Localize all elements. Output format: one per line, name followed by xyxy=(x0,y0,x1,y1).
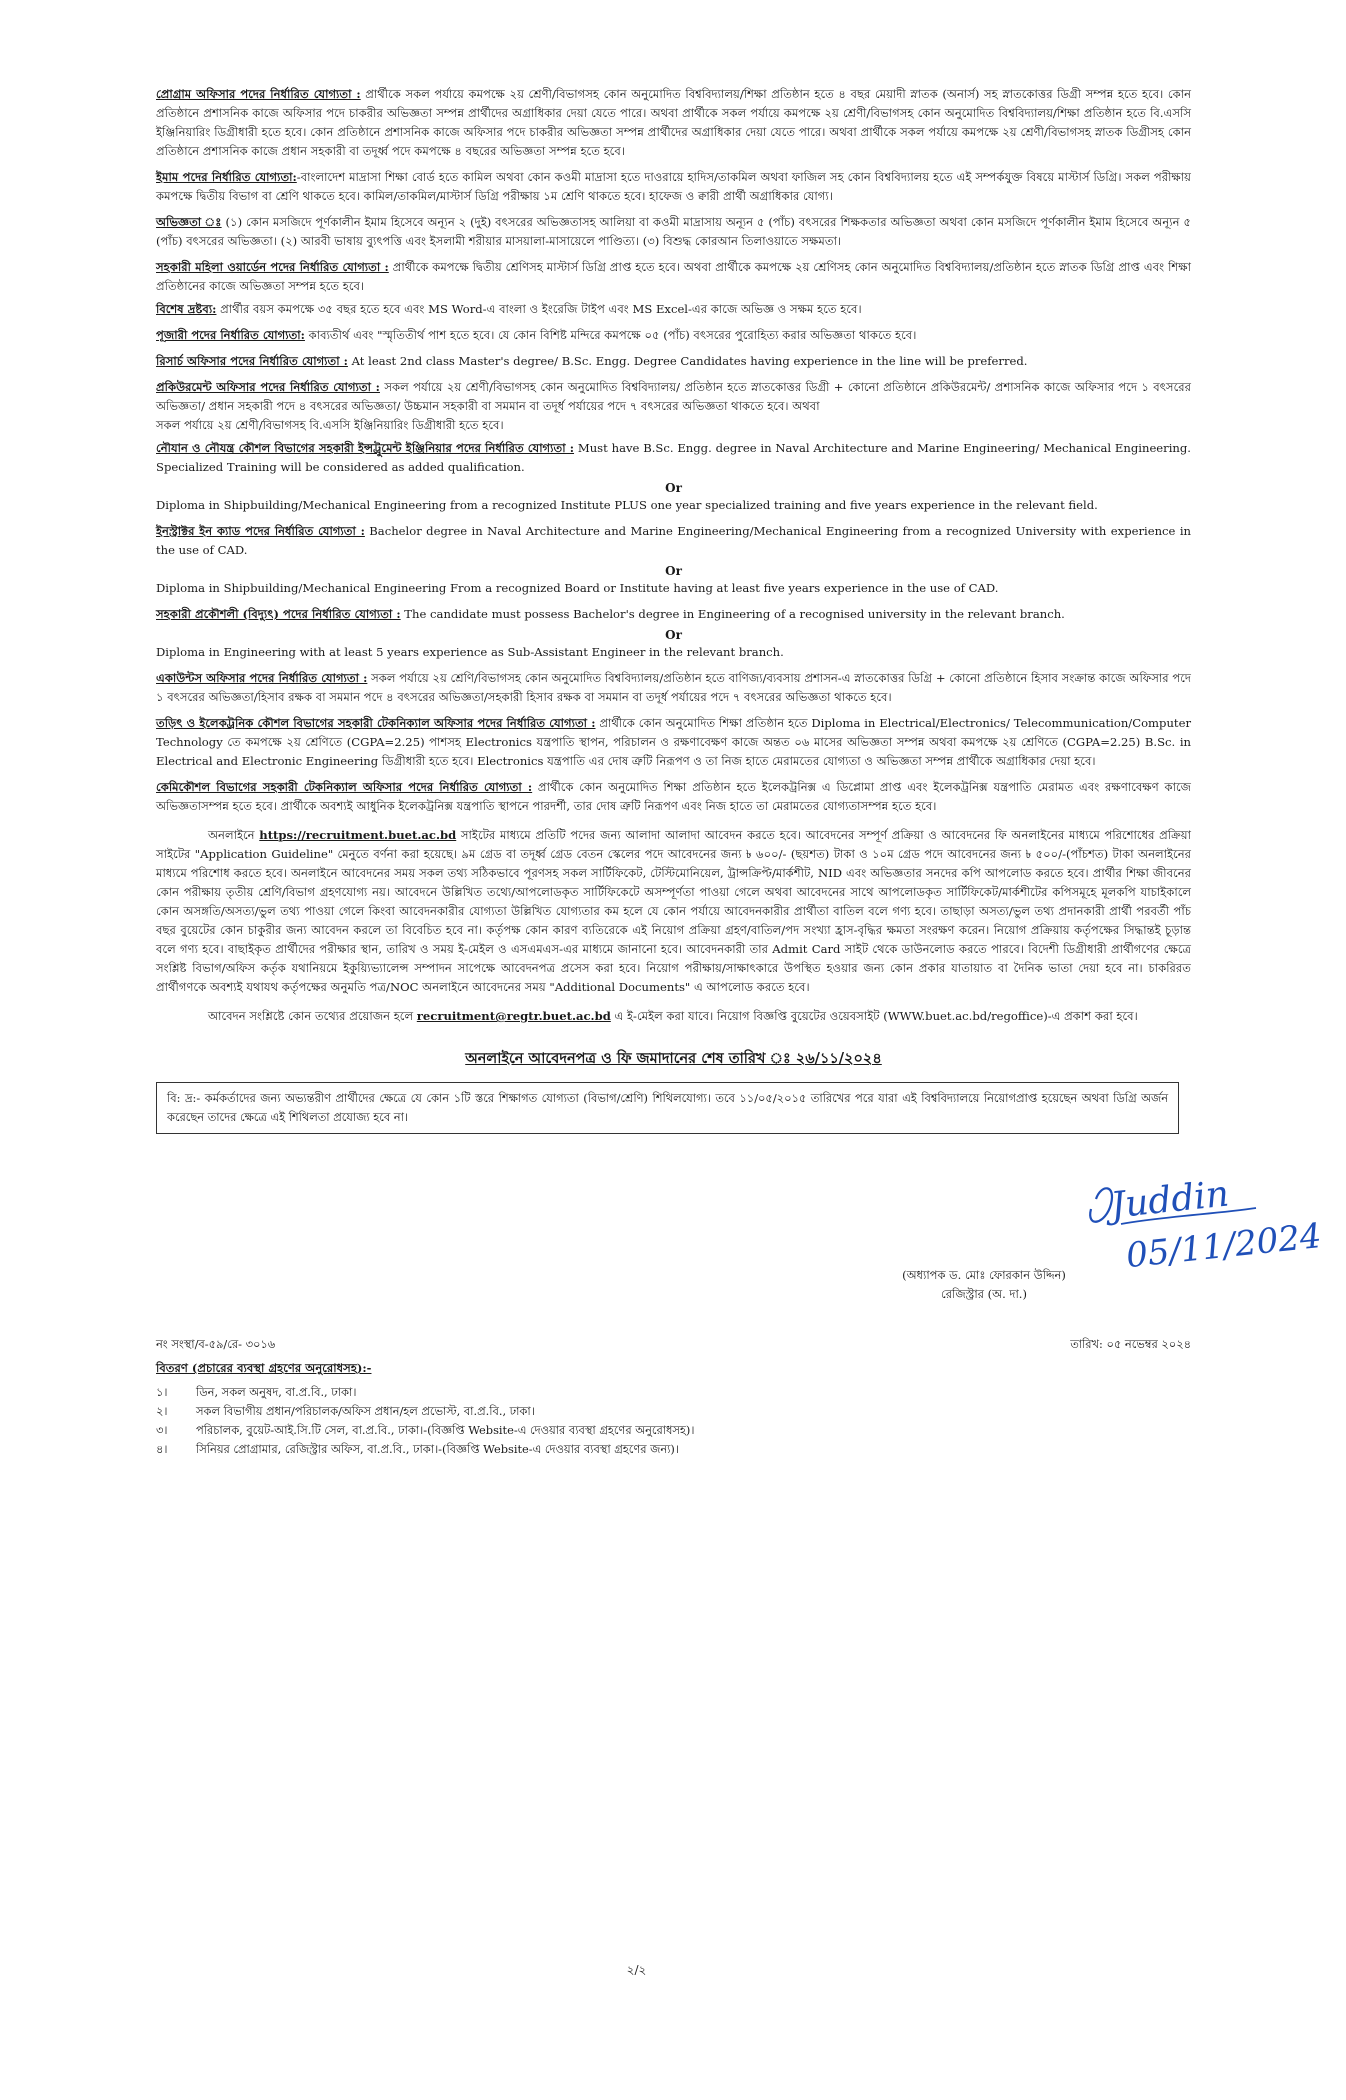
item-number: ৩। xyxy=(156,1423,168,1437)
item-text: ডিন, সকল অনুষদ, বা.প্র.বি., ঢাকা। xyxy=(196,1385,357,1399)
section-text: Bachelor degree in Naval Architecture and Marine Engineering/Mechanical Engineering from a recognized University with experience in the use of CAD. xyxy=(156,524,1191,557)
section-heading: বিশেষ দ্রষ্টব্য: xyxy=(156,302,217,316)
chemical-technical-officer-section xyxy=(156,778,1191,816)
distribution-title: বিতরণ (প্রচারের ব্যবস্থা গ্রহণের অনুরোধসহ):- xyxy=(156,1361,372,1375)
research-officer-section xyxy=(156,352,1191,371)
section-text: The candidate must possess Bachelor's degree in Engineering of a recognised university in the relevant branch. xyxy=(400,607,1065,621)
instrument-engineer-section xyxy=(156,439,1191,477)
section-heading: সহকারী প্রকৌশলী (বিদ্যুৎ) পদের নির্ধারিত যোগ্যতা : xyxy=(156,607,401,621)
notice-date: তারিখ: ০৫ নভেম্বর ২০২৪ xyxy=(1070,1337,1191,1351)
assistant-engineer-alt: Diploma in Engineering with at least 5 years experience as Sub-Assistant Engineer in the relevant branch. xyxy=(156,645,784,659)
list-item xyxy=(156,1440,1191,1459)
reference-row xyxy=(156,1336,1191,1358)
registrar-name-block xyxy=(864,1266,1104,1304)
section-heading: প্রোগ্রাম অফিসার পদের নির্ধারিত যোগ্যতা : xyxy=(156,87,361,101)
item-number: ২। xyxy=(156,1404,168,1418)
section-heading: কেমিকৌশল বিভাগের সহকারী টেকনিক্যাল অফিসার পদের নির্ধারিত যোগ্যতা : xyxy=(156,780,533,794)
section-text: সকল পর্যায়ে ২য় শ্রেণী/বিভাগসহ কোন অনুমোদিত বিশ্ববিদ্যালয়/ প্রতিষ্ঠান হতে স্নাতকোত্তর ডিগ্রী + কোনো প্রতিষ্ঠানে প্রকিউরমেন্ট/ প্রশাসনিক কাজে অফিসার পদে ১ বৎসরের অভিজ্ঞতা/ প্রধান সহকারী পদে ৪ বৎসরের অভিজ্ঞতা/ উচ্চমান সহকারী বা সমমান বা তদূর্ধ পর্যায়ের পদে ৭ বৎসরের অভিজ্ঞতা থাকতে হবে। অথবা xyxy=(156,380,1191,413)
or-separator: Or xyxy=(665,564,682,578)
paragraph-text: সাইটের মাধ্যমে প্রতিটি পদের জন্য আলাদা আলাদা আবেদন করতে হবে। আবেদনের সম্পূর্ণ প্রক্রিয়া ও আবেদনের ফি অনলাইনের মাধ্যমে পরিশোধের প্রক্রিয়া সাইটের "Application Guideline" মেনুতে বর্ণনা করা হয়েছে। ৯ম গ্রেড বা তদূর্ধ্ব গ্রেড বেতন স্কেলের পদে আবেদনের জন্য ৳ ৬০০/- (ছয়শত) টাকা ও ১০ম গ্রেড পদে আবেদনের জন্য ৳ ৫০০/-(পাঁচশত) টাকা অনলাইনের মাধ্যমে পরিশোধ করতে হবে। অনলাইনে আবেদনের সময় সকল তথ্য সঠিকভাবে পূরণসহ সকল সার্টিফিকেট, টেস্টিমোনিয়েল, ট্রান্সক্রিপ্ট/মার্কশীট, NID এবং অভিজ্ঞতার সনদের কপি আপলোড করতে হবে। প্রার্থীর শিক্ষা জীবনের কোন পরীক্ষায় তৃতীয় শ্রেণি/বিভাগ গ্রহণযোগ্য নয়। আবেদনে উল্লিখিত তথ্যে/আপলোডকৃত সার্টিফিকেটে অসম্পূর্ণতা পাওয়া গেলে অথবা আবেদনের সাথে আপলোডকৃত সার্টিফিকেট/মার্কশীটের কপিসমূহে মূলকপি যাচাইকালে কোন অসঙ্গতি/অসত্য/ভুল তথ্য পাওয়া গেলে কিংবা আবেদনকারীর যোগ্যতা উল্লিখিত যোগ্যতার কম হলে যে কোন পর্যায়ে আবেদনকারীর প্রার্থীতা বাতিল বলে গণ্য হবে। তাছাড়া অসত্য/ভুল তথ্য প্রদানকারী প্রার্থী পরবর্তী পাঁচ বছর বুয়েটের কোন চাকুরীর জন্য আবেদন করলে তা বিবেচিত হবে না। কর্তৃপক্ষ কোন কারণ ব্যতিরেকে এই নিয়োগ প্রক্রিয়া গ্রহণ/বাতিল/পদ সংখ্যা হ্রাস-বৃদ্ধির ক্ষমতা সংরক্ষণ করেন। নিয়োগ প্রক্রিয়ায় কর্তৃপক্ষের সিদ্ধান্তই চূড়ান্ত বলে গণ্য হবে। বাছাইকৃত প্রার্থীদের পরীক্ষার স্থান, তারিখ ও সময় ই-মেইল ও এসএমএস-এর মাধ্যমে জানানো হবে। আবেদনকারী তার Admit Card সাইট থেকে ডাউনলোড করতে পারবে। বিদেশী ডিগ্রীধারী প্রার্থীগণের ক্ষেত্রে সংশ্লিষ্ট বিভাগ/অফিস কর্তৃক যথানিয়মে ইকুয়্যিভ্যালেন্স সম্পাদন সাপেক্ষে আবেদনপত্র প্রসেস করা হবে। নিয়োগ পরীক্ষায়/সাক্ষাৎকারে উপস্থিত হওয়ার জন্য কোন প্রকার যাতায়াত বা দৈনিক ভাতা দেয়া হবে না। চাকরিরত প্রার্থীগণকে অবশ্যই যথাযথ কর্তৃপক্ষের অনুমতি পত্র/NOC অনলাইনে আবেদনের সময় "Additional Documents" এ আপলোড করতে হবে। xyxy=(156,828,1191,994)
signature-block xyxy=(156,1134,1324,1324)
section-text: প্রার্থীর বয়স কমপক্ষে ৩৫ বছর হতে হবে এবং MS Word-এ বাংলা ও ইংরেজি টাইপ এবং MS Excel-এর কাজে অভিজ্ঞ ও সক্ষম হতে হবে। xyxy=(216,302,862,316)
eee-technical-officer-section xyxy=(156,714,1191,771)
female-warden-section xyxy=(156,258,1191,296)
accounts-officer-section xyxy=(156,669,1191,707)
item-number: ৪। xyxy=(156,1442,168,1456)
section-text: কাব্যতীর্থ এবং "স্মৃতিতীর্থ পাশ হতে হবে। যে কোন বিশিষ্ট মন্দিরে কমপক্ষে ০৫ (পাঁচ) বৎসরের পুরোহিত্য করার অভিজ্ঞতা থাকতে হবে। xyxy=(304,328,917,342)
contact-email-paragraph xyxy=(156,1007,1191,1026)
reference-number: নং সংস্থা/ব-৫৯/রে- ৩০১৬ xyxy=(156,1337,276,1351)
item-text: সিনিয়র প্রোগ্রামার, রেজিস্ট্রার অফিস, বা.প্র.বি., ঢাকা।-(বিজ্ঞপ্তি Website-এ দেওয়ার ব্যবস্থা গ্রহণের জন্য)। xyxy=(196,1442,679,1456)
section-heading: রিসার্চ অফিসার পদের নির্ধারিত যোগ্যতা : xyxy=(156,354,348,368)
imam-section xyxy=(156,168,1191,206)
procurement-officer-section xyxy=(156,378,1191,435)
list-item xyxy=(156,1402,1191,1421)
program-officer-section xyxy=(156,85,1191,161)
section-text: -বাংলাদেশ মাদ্রাসা শিক্ষা বোর্ড হতে কামিল অথবা কোন কওমী মাদ্রাসা হতে দাওরায়ে হাদিস/তাকমিল অথবা ফাজিল সহ কোন বিশ্ববিদ্যালয় হতে এই সম্পর্কযুক্ত বিষয়ে মাস্টার্স ডিগ্রি। সকল পরীক্ষায় কমপক্ষে দ্বিতীয় বিভাগ বা শ্রেণি থাকতে হবে। কামিল/তাকমিল/মাস্টার্স ডিগ্রি পরীক্ষায় ১ম শ্রেণি থাকতে হবে। হাফেজ ও ক্বারী প্রার্থী অগ্রাধিকার যোগ্য। xyxy=(156,170,1191,203)
recruitment-site-link[interactable]: https://recruitment.buet.ac.bd xyxy=(259,828,457,842)
list-item xyxy=(156,1421,1191,1440)
section-text-alt: সকল পর্যায়ে ২য় শ্রেণী/বিভাগসহ বি.এসসি ইঞ্জিনিয়ারিং ডিগ্রীধারী হতে হবে। xyxy=(156,418,504,432)
special-note-section xyxy=(156,300,1191,319)
signature-scrawl: Juddin xyxy=(1108,1173,1231,1227)
section-heading: অভিজ্ঞতা ঃ xyxy=(156,215,222,229)
section-text: প্রার্থীকে কোন অনুমোদিত শিক্ষা প্রতিষ্ঠান হতে ইলেকট্রনিক্স এ ডিপ্লোমা প্রাপ্ত এবং ইলেকট্রনিক্স যন্ত্রপাতি মেরামত এবং রক্ষণাবেক্ষণ কাজে অভিজ্ঞতাসম্পন্ন হতে হবে। প্রার্থীকে অবশ্যই আধুনিক ইলেকট্রনিক্স যন্ত্রপাতি স্থাপনে পারদর্শী, তার দোষ ত্রুটি নিরূপণ এবং নিজ হাতে তা মেরামতের যোগ্যতাসম্পন্ন হতে হবে। xyxy=(156,780,1191,813)
section-text: Must have B.Sc. Engg. degree in Naval Architecture and Marine Engineering/ Mechanical Engineering. Specialized Training will be considered as added qualification. xyxy=(156,441,1191,474)
section-text: প্রার্থীকে কমপক্ষে দ্বিতীয় শ্রেণিসহ মাস্টার্স ডিগ্রি প্রাপ্ত হতে হবে। অথবা প্রার্থীকে কমপক্ষে ২য় শ্রেণিসহ কোন অনুমোদিত বিশ্ববিদ্যালয়/প্রতিষ্ঠান হতে স্নাতক ডিগ্রি প্রাপ্ত এবং শিক্ষা প্রতিষ্ঠানের কাজে অভিজ্ঞতা সম্পন্ন হতে হবে। xyxy=(156,260,1191,293)
section-text: সকল পর্যায়ে ২য় শ্রেণি/বিভাগসহ কোন অনুমোদিত বিশ্ববিদ্যালয়/প্রতিষ্ঠান হতে বাণিজ্য/ব্যবসায় প্রশাসন-এ স্নাতকোত্তর ডিগ্রি + কোনো প্রতিষ্ঠানে হিসাব সংক্রান্ত কাজে অফিসার পদে ১ বৎসরের অভিজ্ঞতা/হিসাব রক্ষক বা সমমান পদে ৪ বৎসরের অভিজ্ঞতা/সহকারী হিসাব রক্ষক বা সমমান বা তদূর্ধ পর্যায়ের পদে ৭ বৎসরের অভিজ্ঞতা থাকতে হবে। xyxy=(156,671,1191,704)
section-heading: পূজারী পদের নির্ধারিত যোগ্যতা: xyxy=(156,328,305,342)
registrar-title: রেজিস্ট্রার (অ. দা.) xyxy=(941,1287,1027,1301)
section-text: প্রার্থীকে সকল পর্যায়ে কমপক্ষে ২য় শ্রেণী/বিভাগসহ কোন অনুমোদিত বিশ্ববিদ্যালয়/শিক্ষা প্রতিষ্ঠান হতে ৪ বছর মেয়াদী স্নাতক (অনার্স) সহ স্নাতকোত্তর ডিগ্রী সম্পন্ন হতে হবে। কোন প্রতিষ্ঠানে প্রশাসনিক কাজে অফিসার পদে চাকরীর অভিজ্ঞতা সম্পন্ন প্রার্থীদের অগ্রাধিকার দেয়া যেতে পারে। অথবা প্রার্থীকে সকল পর্যায়ে কমপক্ষে ২য় শ্রেণী/বিভাগসহ কোন অনুমোদিত বিশ্ববিদ্যালয়/শিক্ষা প্রতিষ্ঠান হতে বি.এসসি ইঞ্জিনিয়ারিং ডিগ্রীধারী হতে হবে। কোন প্রতিষ্ঠানে প্রশাসনিক কাজে অফিসার পদে চাকরীর অভিজ্ঞতা সম্পন্ন প্রার্থীদের অগ্রাধিকার দেয়া যেতে পারে। অথবা প্রার্থীকে সকল পর্যায়ে কমপক্ষে ২য় শ্রেণী/বিভাগসহ স্নাতক ডিগ্রীসহ কোন প্রতিষ্ঠানে প্রশাসনিক কাজে প্রধান সহকারী বা তদূর্ধ্ব পদে কমপক্ষে ৪ বছরের অভিজ্ঞতা সম্পন্ন হতে হবে। xyxy=(156,87,1192,158)
section-heading: একাউন্টস অফিসার পদের নির্ধারিত যোগ্যতা : xyxy=(156,671,368,685)
experience-section xyxy=(156,213,1191,251)
item-text: পরিচালক, বুয়েট-আই.সি.টি সেল, বা.প্র.বি., ঢাকা।-(বিজ্ঞপ্তি Website-এ দেওয়ার ব্যবস্থা গ্রহণের অনুরোধসহ)। xyxy=(196,1423,695,1437)
item-text: সকল বিভাগীয় প্রধান/পরিচালক/অফিস প্রধান/হল প্রভোস্ট, বা.প্র.বি., ঢাকা। xyxy=(196,1404,535,1418)
relaxation-note-box: বি: দ্র:- কর্মকর্তাদের জন্য অভ্যন্তরীণ প্রার্থীদের ক্ষেত্রে যে কোন ১টি স্তরে শিক্ষাগত যোগ্যতা (বিভাগ/শ্রেণি) শিথিলযোগ্য। তবে ১১/০৫/২০১৫ তারিখের পরে যারা এই বিশ্ববিদ্যালয়ে নিয়োগপ্রাপ্ত হয়েছেন অথবা ডিগ্রি অর্জন করেছেন তাদের ক্ষেত্রে এই শিথিলতা প্রযোজ্য হবে না। xyxy=(156,1082,1179,1134)
section-heading: সহকারী মহিলা ওয়ার্ডেন পদের নির্ধারিত যোগ্যতা : xyxy=(156,260,389,274)
instrument-engineer-alt: Diploma in Shipbuilding/Mechanical Engineering from a recognized Institute PLUS one year specialized training and five years experience in the relevant field. xyxy=(156,498,1098,512)
registrar-name: (অধ্যাপক ড. মোঃ ফোরকান উদ্দিন) xyxy=(902,1268,1066,1282)
section-text: প্রার্থীকে কোন অনুমোদিত শিক্ষা প্রতিষ্ঠান হতে Diploma in Electrical/Electronics/ Telecommunication/Computer Technology তে কমপক্ষে ২য় শ্রেণিতে (CGPA=2.25) পাশসহ Electronics যন্ত্রপাতি স্থাপন, পরিচালন ও রক্ষণাবেক্ষণ কাজে অন্তত ০৬ মাসের অভিজ্ঞতা সম্পন্ন অথবা কমপক্ষে ২য় শ্রেণিতে (CGPA=2.25) B.Sc. in Electrical and Electronic Engineering ডিগ্রীধারী হতে হবে। Electronics যন্ত্রপাতি এর দোষ ত্রুটি নিরূপণ ও তা নিজ হাতে মেরামতের যোগ্যতা ও অভিজ্ঞতা সম্পন্ন প্রার্থীকে অগ্রাধিকার দেয়া হবে। xyxy=(156,716,1191,768)
section-heading: প্রকিউরমেন্ট অফিসার পদের নির্ধারিত যোগ্যতা : xyxy=(156,380,380,394)
page-number: ২/২ xyxy=(626,1963,647,1977)
distribution-list xyxy=(156,1383,1191,1459)
section-heading: ইনস্ট্রাক্টর ইন ক্যাড পদের নির্ধারিত যোগ্যতা : xyxy=(156,524,365,538)
list-item xyxy=(156,1383,1191,1402)
section-heading: নৌযান ও নৌযন্ত্র কৌশল বিভাগের সহকারী ইন্সট্রুমেন্ট ইঞ্জিনিয়ার পদের নির্ধারিত যোগ্যতা : xyxy=(156,441,575,455)
section-text: At least 2nd class Master's degree/ B.Sc. Engg. Degree Candidates having experience in the line will be preferred. xyxy=(347,354,1028,368)
paragraph-text: অনলাইনে xyxy=(208,828,260,842)
recruitment-email-link[interactable]: recruitment@regtr.buet.ac.bd xyxy=(416,1009,611,1023)
paragraph-text: এ ই-মেইল করা যাবে। নিয়োগ বিজ্ঞপ্তি বুয়েটের ওয়েবসাইট (WWW.buet.ac.bd/regoffice)-এ প্রকাশ করা হবে। xyxy=(610,1009,1138,1023)
cad-instructor-alt: Diploma in Shipbuilding/Mechanical Engineering From a recognized Board or Institute having at least five years experience in the use of CAD. xyxy=(156,581,999,595)
section-text: (১) কোন মসজিদে পূর্ণকালীন ইমাম হিসেবে অন্যূন ২ (দুই) বৎসরের অভিজ্ঞতাসহ আলিয়া বা কওমী মাদ্রাসায় অন্যূন ৫ (পাঁচ) বৎসরের শিক্ষকতার অভিজ্ঞতা অথবা কোন মসজিদে পূর্ণকালীন ইমাম হিসেবে অন্যূন ৫ (পাঁচ) বৎসরের অভিজ্ঞতা। (২) আরবী ভাষায় ব্যুৎপত্তি এবং ইসলামী শরীয়ার মাসয়ালা-মাসায়েলে পাণ্ডিত্য। (৩) বিশুদ্ধ কোরআন তিলাওয়াতে সক্ষমতা। xyxy=(156,215,1191,248)
item-number: ১। xyxy=(156,1385,168,1399)
or-separator: Or xyxy=(665,481,682,495)
assistant-engineer-section xyxy=(156,605,1191,624)
priest-section xyxy=(156,326,1191,345)
signature-date: 05/11/2024 xyxy=(1124,1215,1324,1277)
cad-instructor-section xyxy=(156,522,1191,560)
online-application-paragraph xyxy=(156,826,1191,997)
section-heading: তড়িৎ ও ইলেকট্রনিক কৌশল বিভাগের সহকারী টেকনিক্যাল অফিসার পদের নির্ধারিত যোগ্যতা : xyxy=(156,716,596,730)
paragraph-text: আবেদন সংশ্লিষ্টে কোন তথ্যের প্রয়োজন হলে xyxy=(208,1009,417,1023)
or-separator: Or xyxy=(665,628,682,642)
section-heading: ইমাম পদের নির্ধারিত যোগ্যতা: xyxy=(156,170,297,184)
application-deadline: অনলাইনে আবেদনপত্র ও ফি জমাদানের শেষ তারিখ ঃ ২৬/১১/২০২৪ xyxy=(465,1050,882,1067)
